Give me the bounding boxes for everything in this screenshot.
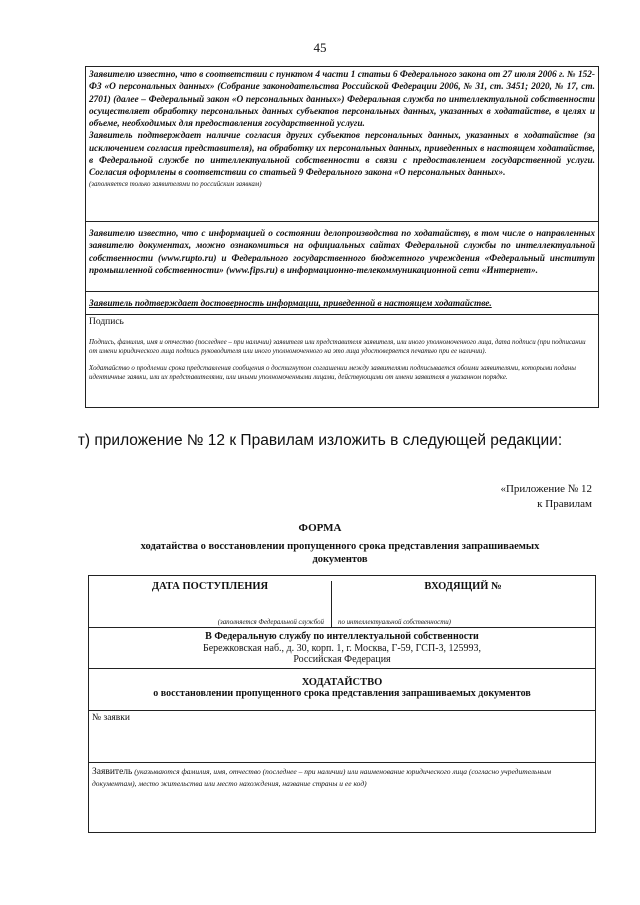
applicant-note: (указываются фамилия, имя, отчество (последнее – при наличии) или наименование юридического лица (согласно учредительным документам), место жительства или место нахождения, название страны и ее код) — [92, 767, 552, 788]
russian-applications-note: (заполняется только заявителями по российским заявкам) — [89, 180, 262, 188]
petition-title: ХОДАТАЙСТВО — [301, 677, 383, 688]
applicant-cell[interactable] — [89, 763, 595, 789]
applicant-row — [89, 763, 595, 834]
petition-form — [88, 575, 596, 833]
consent-paragraph: Заявитель подтверждает наличие согласия других субъектов персональных данных, указанных в ходатайстве (за исключением согласия представителя), на обработку их персональных данных, приведенных в настоящем ходатайстве, в Федеральной службе по интеллектуальной собственности в связи с предоставлением государственной услуги. Согласия оформлены в соответствии со статьей 9 Федерального закона «О персональных данных». — [89, 131, 595, 179]
applicant-label: Заявитель — [92, 767, 133, 777]
date-received-cell — [89, 581, 332, 628]
personal-data-cell — [86, 67, 598, 222]
signature-cell — [86, 315, 598, 409]
accuracy-statement: Заявитель подтверждает достоверность информации, приведенной в настоящем ходатайстве. — [89, 299, 492, 309]
status-info-cell — [86, 222, 598, 292]
filled-note-left: (заполняется Федеральной службой — [217, 619, 324, 626]
address-line-1: Бережковская наб., д. 30, корп. 1, г. Москва, Г-59, ГСП-3, 125993, — [202, 642, 482, 654]
consent-table — [85, 66, 599, 408]
annex-line-2: к Правилам — [537, 498, 592, 510]
application-number-field[interactable]: № заявки — [92, 713, 130, 723]
signature-note: Подпись, фамилия, имя и отчество (последнее – при наличии) заявителя или представителя заявителя, или иного уполномоченного лица, дата подписи (при подписании от имени юридического лица подпись руководителя или иного уполномоченного на это лица удостоверяется печатью при ее наличии). — [89, 339, 586, 355]
extension-note: Ходатайство о продлении срока представления сообщения о достигнутом соглашении между заявителями подписывается обоими заявителями, которыми поданы идентичные заявки, или их представителями, или иными уполномоченными лицами, действующими от имени заявителя в указанном порядке. — [89, 365, 576, 381]
addressee: В Федеральную службу по интеллектуальной собственности — [205, 631, 479, 642]
page-number: 45 — [313, 40, 327, 55]
filled-note-right: по интеллектуальной собственности) — [338, 619, 451, 626]
form-subtitle: ходатайства о восстановлении пропущенного срока представления запрашиваемых документов — [140, 541, 540, 565]
status-info-paragraph: Заявителю известно, что с информацией о состоянии делопроизводства по ходатайству, в том числе о направленных заявителю документах, можно ознакомиться на официальных сайтах Федеральной службы по интеллектуальной собственности (www.rupto.ru) и Федерального государственного бюджетного учреждения «Федеральный институт промышленной собственности» (www.fips.ru) в информационно-телекоммуникационной сети «Интернет». — [89, 229, 595, 276]
signature-label: Подпись — [89, 317, 124, 327]
annex-reference — [392, 482, 592, 512]
petition-title-row — [89, 669, 595, 711]
addressee-row — [89, 628, 595, 669]
annex-line-1: «Приложение № 12 — [500, 483, 592, 495]
amendment-text: т) приложение № 12 к Правилам изложить в следующей редакции: — [77, 432, 563, 449]
personal-data-paragraph: Заявителю известно, что в соответствии с пунктом 4 части 1 статьи 6 Федерального закона от 27 июля 2006 г. № 152-ФЗ «О персональных данных» (Собрание законодательства Российской Федерации 2006, № 31, ст. 3451; 2020, № 17, ст. 2701) (далее – Федеральный закон «О персональных данных») Федеральная служба по интеллектуальной собственности осуществляет обработку персональных данных субъектов персональных данных, указанных в ходатайстве, в целях и объеме, необходимых для предоставления государственной услуги. — [89, 70, 595, 130]
incoming-number-cell — [331, 581, 595, 628]
registration-row — [89, 576, 595, 628]
accuracy-cell — [86, 292, 598, 315]
form-title: ФОРМА — [298, 522, 342, 534]
application-number-row — [89, 711, 595, 763]
address-line-2: Российская Федерация — [293, 654, 391, 665]
incoming-number-label: ВХОДЯЩИЙ № — [424, 581, 502, 592]
date-received-label: ДАТА ПОСТУПЛЕНИЯ — [151, 581, 269, 592]
petition-subtitle: о восстановлении пропущенного срока представления запрашиваемых документов — [153, 688, 531, 699]
